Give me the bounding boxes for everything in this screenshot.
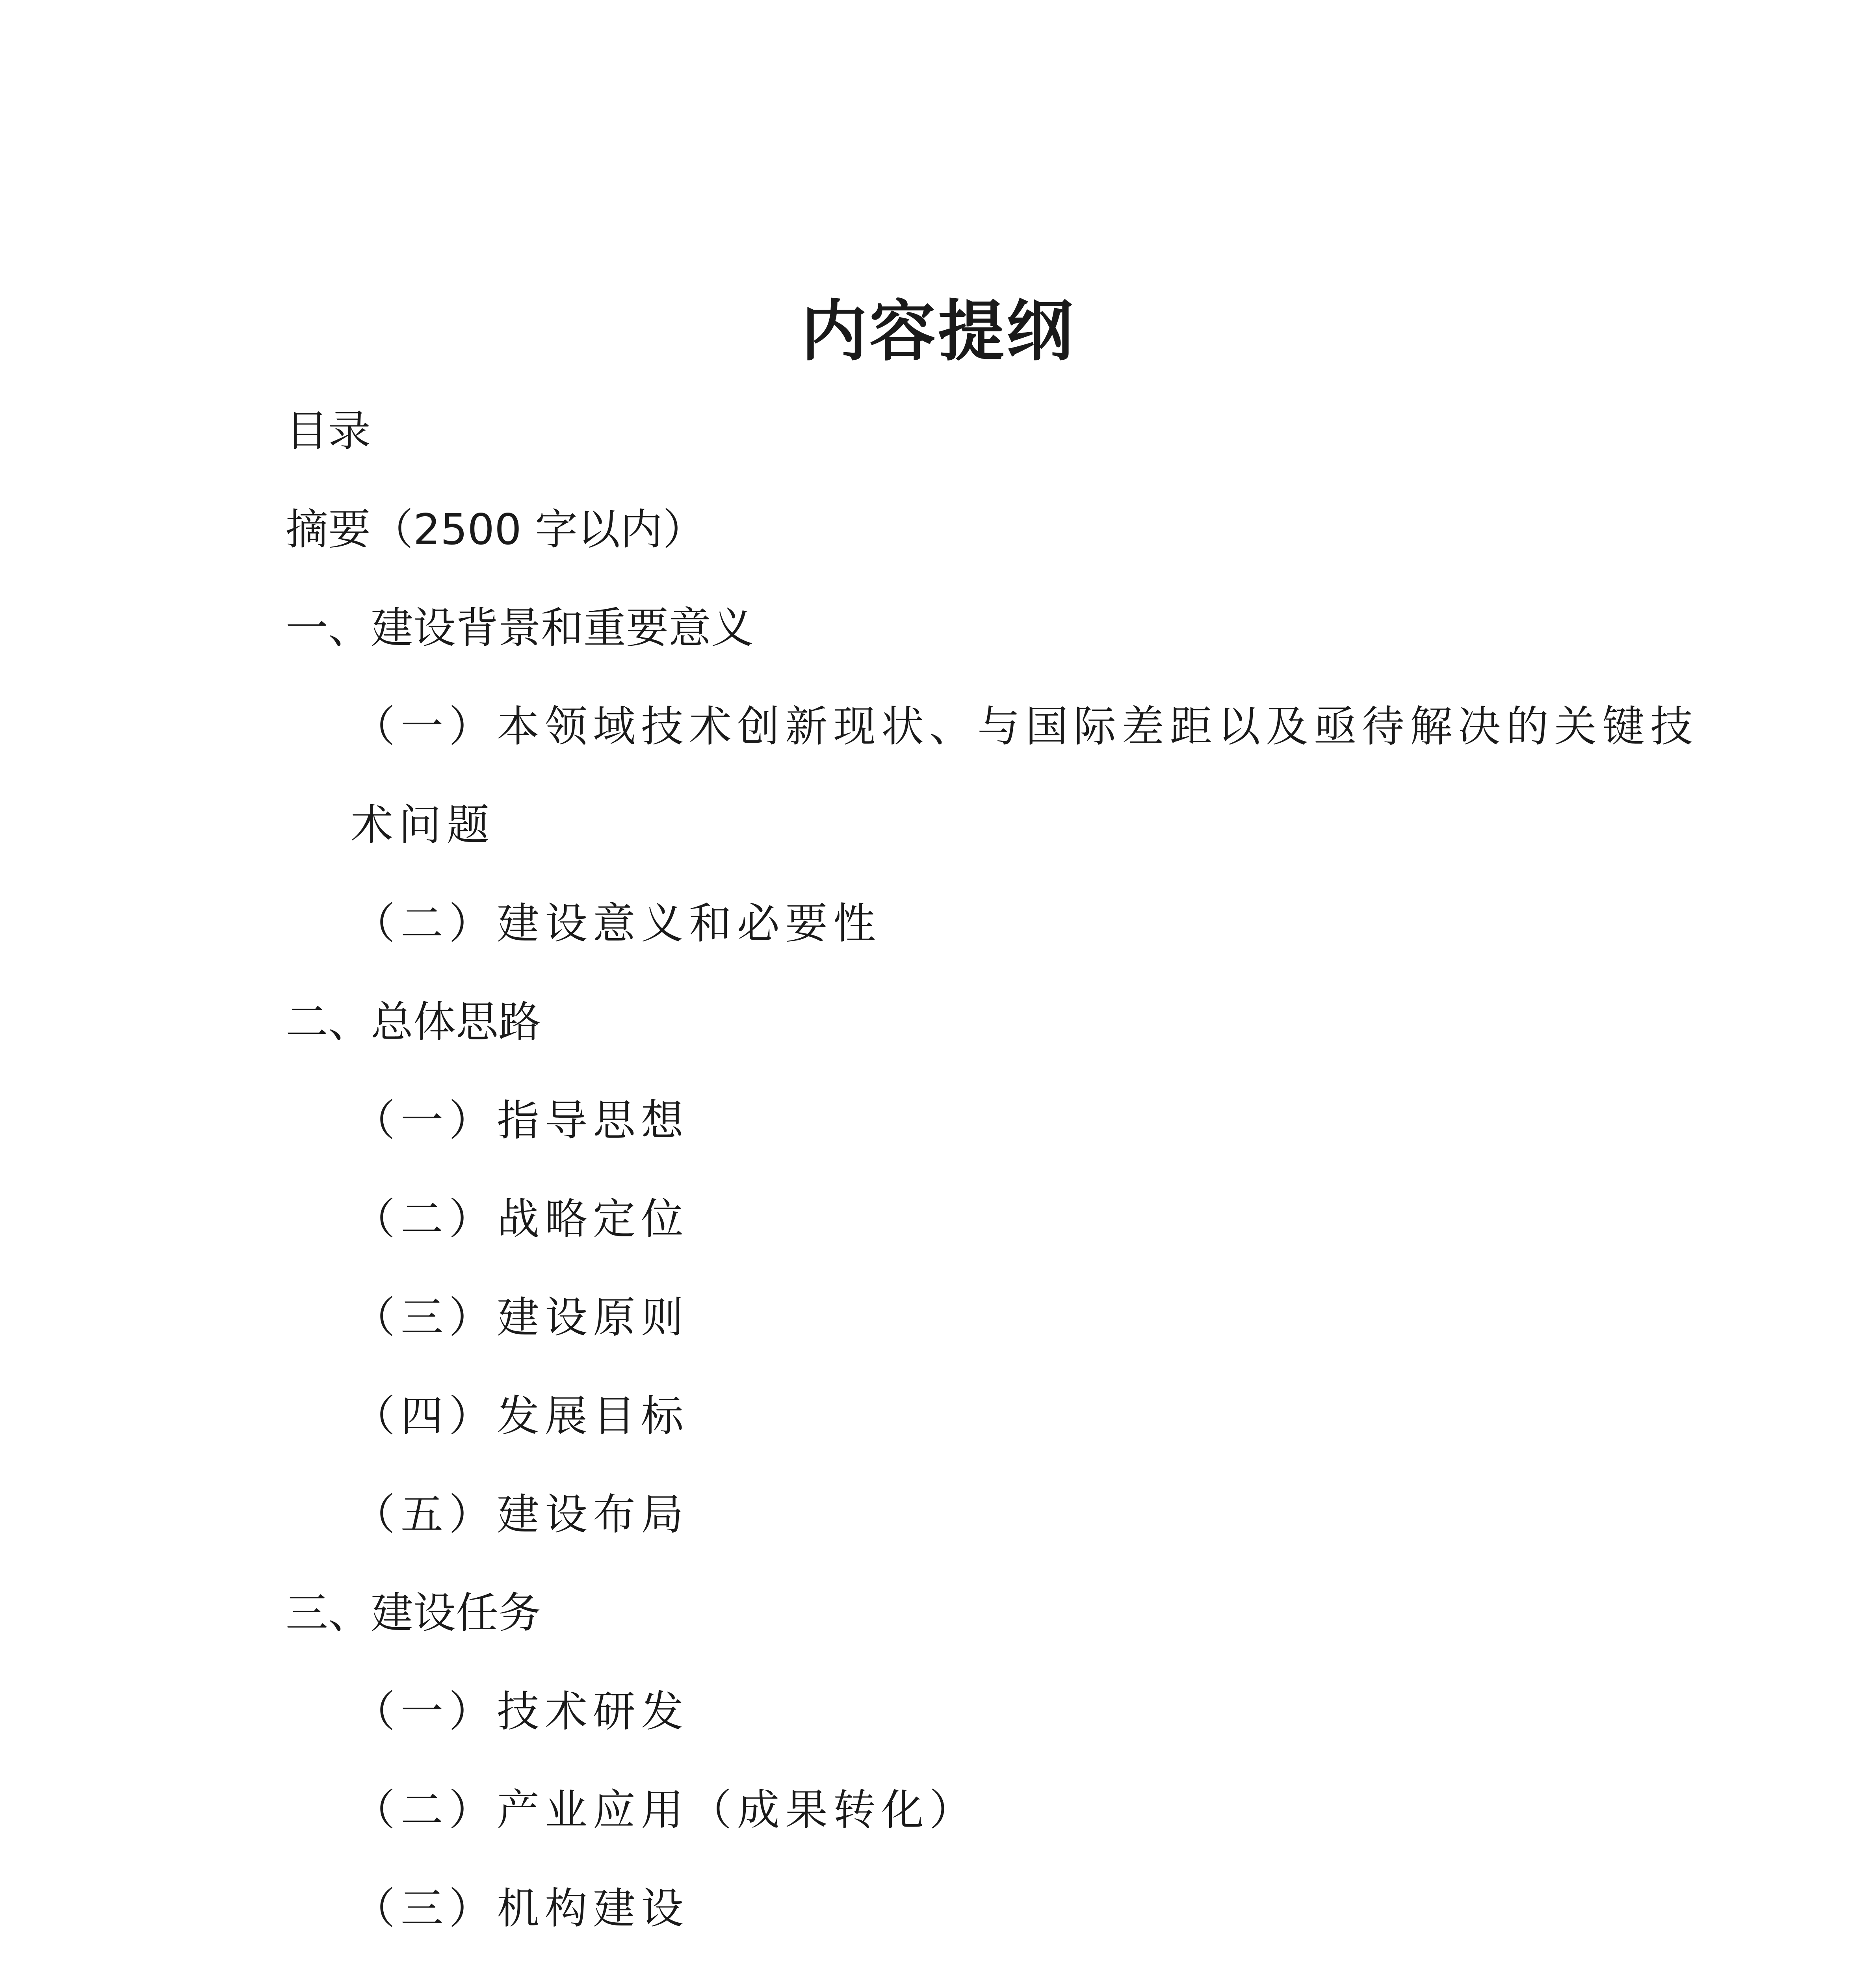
section-1-item-1-continued: 术问题	[351, 801, 495, 850]
section-2-item-3: （三）建设原则	[353, 1293, 689, 1342]
section-heading-2: 二、总体思路	[286, 998, 541, 1047]
section-3-item-1: （一）技术研发	[353, 1687, 689, 1736]
toc-label: 目录	[286, 407, 371, 456]
section-2-item-4: （四）发展目标	[353, 1392, 689, 1441]
section-2-item-2: （二）战略定位	[353, 1195, 689, 1244]
section-2-item-5: （五）建设布局	[353, 1490, 689, 1539]
section-3-item-2: （二）产业应用（成果转化）	[353, 1786, 978, 1835]
section-heading-3: 三、建设任务	[286, 1589, 541, 1638]
section-heading-1: 一、建设背景和重要意义	[286, 604, 754, 653]
section-1-item-2: （二）建设意义和必要性	[353, 899, 882, 948]
section-1-item-1: （一）本领域技术创新现状、与国际差距以及亟待解决的关键技	[353, 702, 1699, 751]
abstract-label: 摘要（2500 字以内）	[286, 505, 706, 554]
section-3-item-3: （三）机构建设	[353, 1884, 689, 1933]
section-2-item-1: （一）指导思想	[353, 1096, 689, 1145]
page-title: 内容提纲	[801, 292, 1075, 370]
